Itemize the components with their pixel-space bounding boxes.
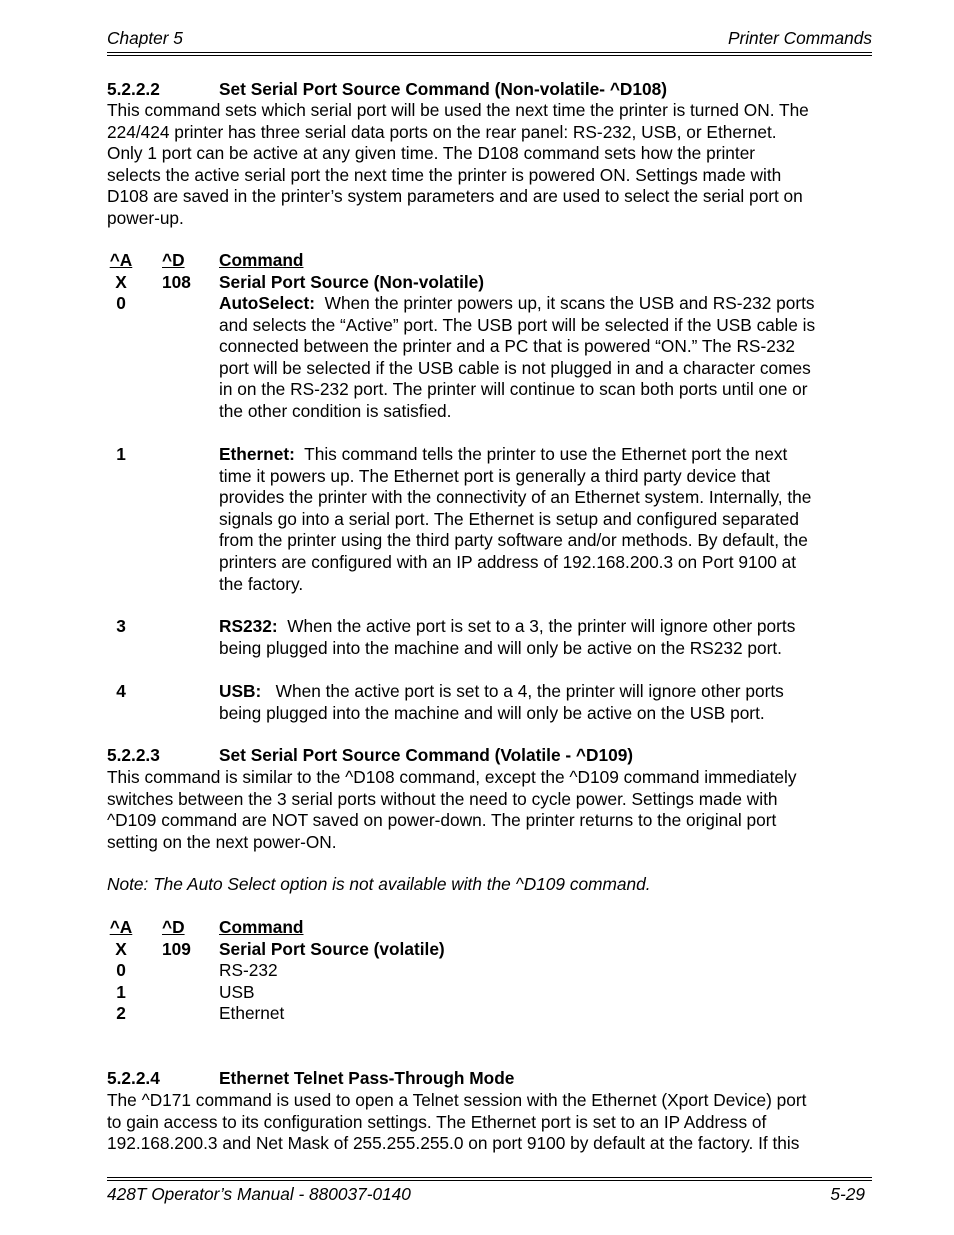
body-line: setting on the next power-ON. — [107, 831, 337, 852]
row-value: 2 — [116, 1003, 126, 1023]
note: Note: The Auto Select option is not available with the ^D109 command. — [107, 874, 651, 894]
body-line: 192.168.200.3 and Net Mask of 255.255.255.0 on port 9100 by default at the factory. If this — [107, 1133, 800, 1154]
row-label: AutoSelect: — [219, 293, 316, 313]
section-title: Ethernet Telnet Pass-Through Mode — [219, 1068, 515, 1088]
col-header-d: ^D — [162, 250, 185, 270]
row-value: 1 — [116, 982, 126, 1002]
body-line: switches between the 3 serial ports without the need to cycle power. Settings made with — [107, 788, 778, 809]
row-description: USB — [219, 982, 255, 1002]
body-line: The ^D171 command is used to open a Telnet session with the Ethernet (Xport Device) port — [107, 1090, 807, 1110]
command-title: Serial Port Source (volatile) — [219, 939, 445, 959]
body-line: power-up. — [107, 207, 184, 228]
param-a: X — [115, 939, 127, 959]
row-value: 1 — [116, 444, 126, 464]
row-value: 0 — [116, 293, 126, 313]
body-line: 224/424 printer has three serial data ports on the rear panel: RS-232, USB, or Ethernet. — [107, 121, 777, 142]
row-value: 4 — [116, 681, 126, 701]
row-label: RS232: — [219, 616, 278, 636]
page-header — [107, 28, 872, 53]
col-header-a: ^A — [109, 917, 133, 937]
param-d: 109 — [162, 939, 191, 959]
row-description: Ethernet — [219, 1003, 285, 1023]
col-header-command: Command — [219, 917, 304, 937]
col-header-a: ^A — [109, 250, 133, 270]
section-body — [107, 1090, 877, 1155]
row-label: Ethernet: — [219, 444, 295, 464]
section-number: 5.2.2.3 — [107, 745, 160, 765]
row-description: RS232: When the active port is set to a 3, the printer will ignore other ports being plugged into the machine and will only be active on the RS232 port. — [219, 616, 796, 658]
body-line: This command sets which serial port will be used the next time the printer is turned ON. The — [107, 100, 809, 120]
page-number: 5-29 — [830, 1184, 865, 1204]
body-line: Only 1 port can be active at any given time. The D108 command sets how the printer — [107, 143, 756, 164]
param-d: 108 — [162, 272, 191, 292]
footer-manual-title: 428T Operator’s Manual - 880037-0140 — [107, 1184, 411, 1204]
row-label: USB: — [219, 681, 262, 701]
row-description: AutoSelect: When the printer powers up, it scans the USB and RS-232 ports and selects the “Active” port. The USB port will be selected if the USB cable is connected between the printer and a PC that is powered “ON.” The RS-232 port will be selected if the USB cable is not plugged in and a character comes in on the RS-232 port. The printer will continue to scan both ports until one or the other condition is satisfied. — [219, 293, 816, 421]
header-section: Printer Commands — [727, 28, 872, 48]
param-a: X — [115, 272, 127, 292]
body-line: D108 are saved in the printer’s system parameters and are used to select the serial port on — [107, 186, 803, 207]
row-description: RS-232 — [219, 960, 278, 980]
section-title: Set Serial Port Source Command (Volatile - ^D109) — [219, 745, 634, 765]
body-line: This command is similar to the ^D108 command, except the ^D109 command immediately — [107, 767, 797, 787]
body-line: selects the active serial port the next time the printer is powered ON. Settings made with — [107, 164, 782, 185]
command-title: Serial Port Source (Non-volatile) — [219, 272, 485, 292]
body-line: ^D109 command are NOT saved on power-down. The printer returns to the original port — [107, 810, 777, 831]
body-line: to gain access to its configuration settings. The Ethernet port is set to an IP Address of — [107, 1111, 767, 1132]
row-description: USB: When the active port is set to a 4, the printer will ignore other ports being plugged into the machine and will only be active on the USB port. — [219, 681, 784, 723]
section-body — [107, 100, 877, 230]
row-description: Ethernet: This command tells the printer to use the Ethernet port the next time it powers up. The Ethernet port is generally a third party device that provides the printer with the connectivity of an Ethernet system. Internally, the signals go into a serial port. The Ethernet is setup and configured separated from the printer using the third party software and/or methods. By default, the printers are configured with an IP address of 192.168.200.3 on Port 9100 at the factory. — [219, 444, 812, 594]
section-body — [107, 767, 877, 853]
col-header-command: Command — [219, 250, 304, 270]
section-number: 5.2.2.4 — [107, 1068, 160, 1088]
col-header-d: ^D — [162, 917, 185, 937]
row-value: 3 — [116, 616, 126, 636]
header-chapter: Chapter 5 — [107, 28, 183, 48]
row-value: 0 — [116, 960, 126, 980]
section-title: Set Serial Port Source Command (Non-volatile- ^D108) — [219, 79, 667, 99]
section-number: 5.2.2.2 — [107, 79, 160, 99]
